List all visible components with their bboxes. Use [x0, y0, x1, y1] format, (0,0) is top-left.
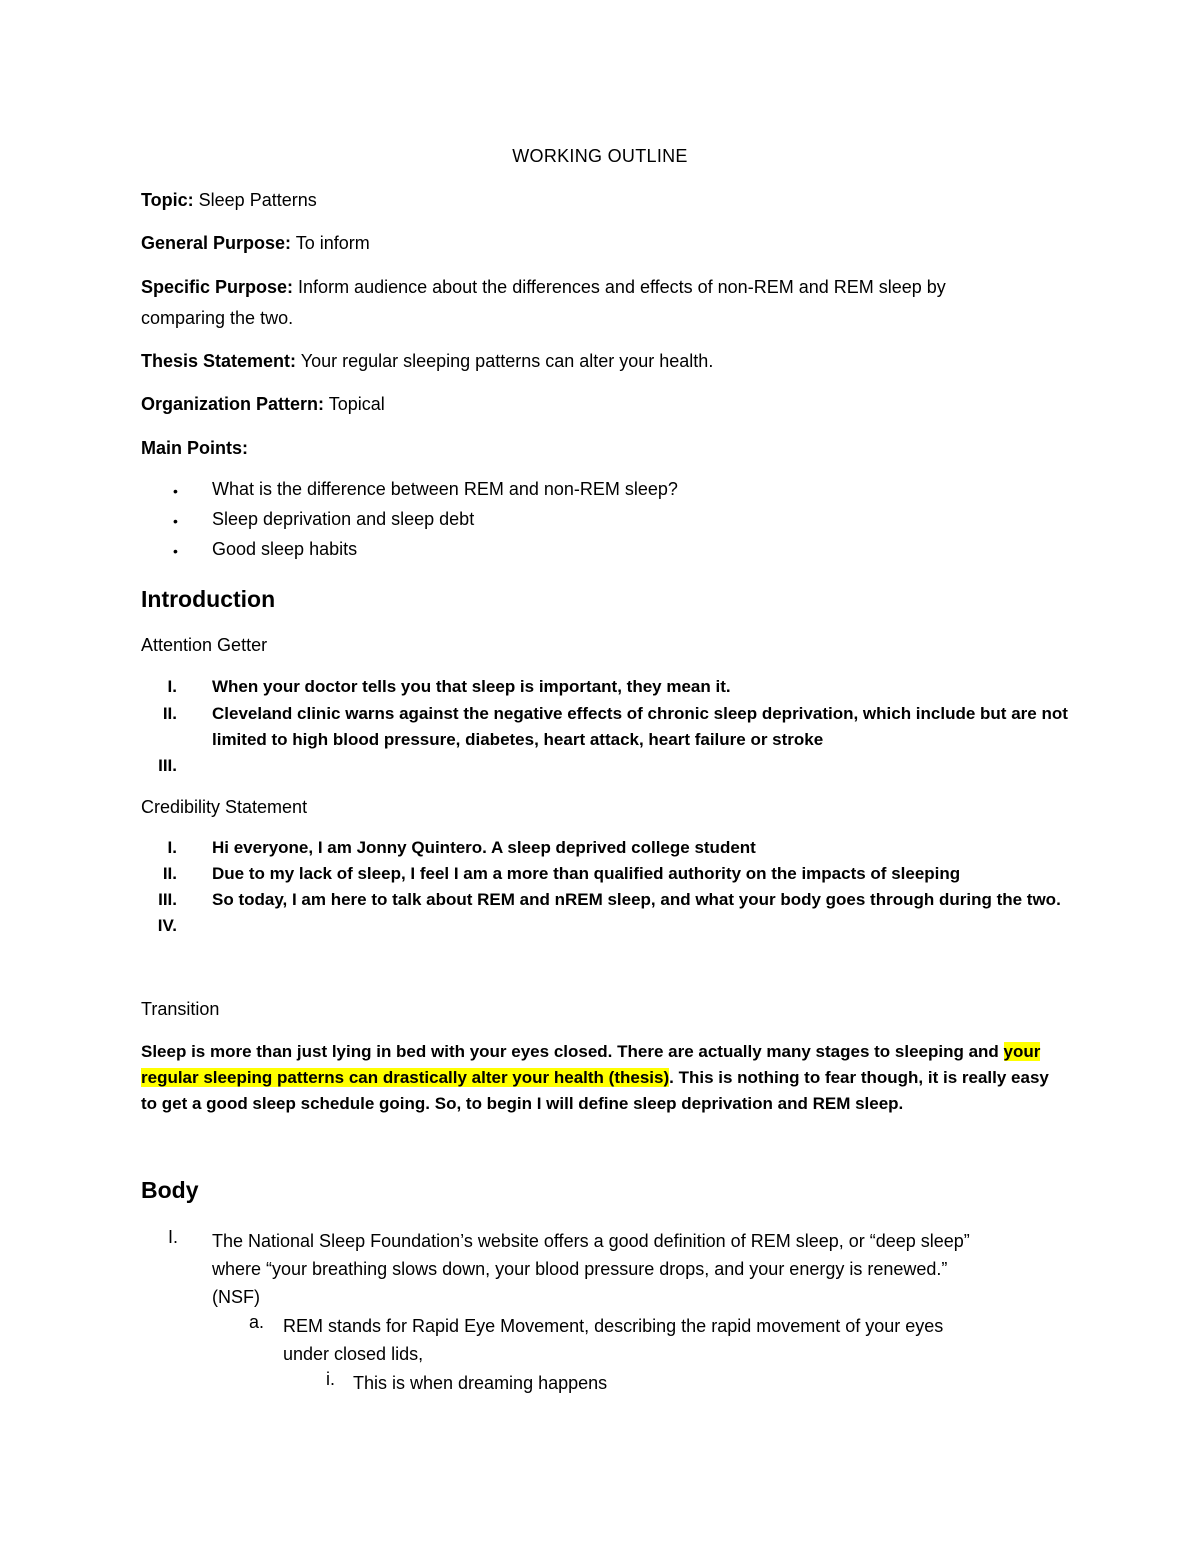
- body-point-line: The National Sleep Foundation’s website offers a good definition of REM sleep, or “deep sleep”: [212, 1231, 970, 1251]
- transition-paragraph: [141, 1039, 1061, 1117]
- attention-getter-label: Attention Getter: [141, 635, 268, 655]
- bullet-icon: •: [173, 543, 178, 559]
- thesis-field: [141, 346, 713, 377]
- document-title: WORKING OUTLINE: [512, 146, 688, 166]
- topic-label: Topic:: [141, 190, 194, 210]
- list-roman-lower: i.: [326, 1369, 335, 1389]
- organization-pattern-field: [141, 389, 385, 420]
- sub-sub-point-line: This is when dreaming happens: [353, 1373, 608, 1393]
- attention-item: Cleveland clinic warns against the negative effects of chronic sleep deprivation, which include but are not: [212, 704, 1068, 723]
- list-number: III.: [158, 756, 177, 775]
- introduction-heading: Introduction: [141, 586, 276, 612]
- attention-item-continuation: limited to high blood pressure, diabetes, heart attack, heart failure or stroke: [212, 730, 824, 749]
- specific-purpose-label: Specific Purpose:: [141, 277, 294, 297]
- thesis-label: Thesis Statement:: [141, 351, 297, 371]
- bullet-icon: •: [173, 483, 178, 499]
- body-point-line: where “your breathing slows down, your blood pressure drops, and your energy is renewed.”: [212, 1259, 948, 1279]
- credibility-item: Hi everyone, I am Jonny Quintero. A sleep deprived college student: [212, 838, 756, 857]
- list-letter: a.: [248, 1312, 264, 1332]
- list-number: I.: [167, 1227, 178, 1247]
- main-point-item: Good sleep habits: [212, 539, 358, 559]
- specific-purpose-field: [141, 272, 946, 303]
- thesis-highlight: your regular sleeping patterns can drastically alter your health (thesis): [141, 1042, 1041, 1087]
- main-point-item: Sleep deprivation and sleep debt: [212, 509, 475, 529]
- organization-pattern-label: Organization Pattern:: [141, 394, 325, 414]
- credibility-statement-label: Credibility Statement: [141, 797, 308, 817]
- body-point-line: (NSF): [212, 1287, 260, 1307]
- transition-text: Sleep is more than just lying in bed with your eyes closed. There are actually many stages to sleeping and: [141, 1042, 1004, 1061]
- list-number: I.: [167, 677, 177, 696]
- transition-label: Transition: [141, 999, 220, 1019]
- thesis-value: Your regular sleeping patterns can alter your health.: [296, 351, 714, 371]
- body-heading: Body: [141, 1177, 199, 1203]
- main-points-field: [141, 433, 248, 464]
- general-purpose-field: [141, 228, 370, 259]
- general-purpose-label: General Purpose:: [141, 233, 292, 253]
- list-number: III.: [158, 890, 177, 909]
- list-number: II.: [162, 704, 177, 723]
- main-point-item: What is the difference between REM and non-REM sleep?: [212, 479, 678, 499]
- sub-point-line: under closed lids,: [283, 1344, 424, 1364]
- attention-item: When your doctor tells you that sleep is important, they mean it.: [212, 677, 731, 696]
- main-points-label: Main Points:: [141, 438, 248, 458]
- list-number: II.: [162, 864, 177, 883]
- list-number: IV.: [157, 916, 177, 935]
- credibility-item: Due to my lack of sleep, I feel I am a more than qualified authority on the impacts of sleeping: [212, 864, 961, 883]
- general-purpose-value: To inform: [291, 233, 370, 253]
- topic-value: Sleep Patterns: [193, 190, 317, 210]
- bullet-icon: •: [173, 513, 178, 529]
- transition-text: . This is nothing to fear though, it is really easy to get a good sleep schedule going. So, to begin I will define sleep deprivation and REM sleep.: [141, 1068, 1049, 1113]
- specific-purpose-continuation: comparing the two.: [141, 308, 294, 328]
- sub-point-line: REM stands for Rapid Eye Movement, describing the rapid movement of your eyes: [283, 1316, 944, 1336]
- list-number: I.: [167, 838, 177, 857]
- topic-field: [141, 185, 317, 216]
- organization-pattern-value: Topical: [324, 394, 385, 414]
- specific-purpose-value: Inform audience about the differences and effects of non-REM and REM sleep by: [293, 277, 946, 297]
- credibility-item: So today, I am here to talk about REM and nREM sleep, and what your body goes through during the two.: [212, 890, 1061, 909]
